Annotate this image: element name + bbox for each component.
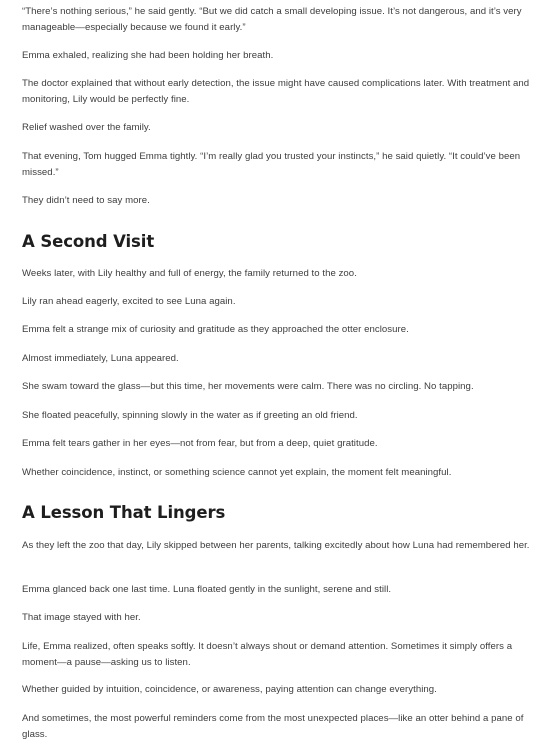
paragraph: Lily ran ahead eagerly, excited to see Luna again. (22, 296, 236, 307)
paragraph: Weeks later, with Lily healthy and full of energy, the family returned to the zoo. (22, 268, 357, 279)
paragraph: Emma glanced back one last time. Luna floated gently in the sunlight, serene and still. (22, 584, 392, 595)
paragraph: Emma felt tears gather in her eyes—not from fear, but from a deep, quiet gratitude. (22, 438, 378, 449)
paragraph: Whether guided by intuition, coincidence, or awareness, paying attention can change everything. (22, 684, 437, 695)
paragraph: Emma felt a strange mix of curiosity and gratitude as they approached the otter enclosure. (22, 324, 409, 335)
paragraph: The doctor explained that without early detection, the issue might have caused complications later. With treatment and monitoring, Lily would be perfectly fine. (22, 78, 530, 105)
paragraph: And sometimes, the most powerful reminders come from the most unexpected places—like an otter behind a pane of glass. (22, 713, 524, 740)
paragraph: “There’s nothing serious,” he said gently. “But we did catch a small developing issue. It’s not dangerous, and it’s very manageable—especially because we found it early.” (22, 6, 522, 33)
paragraph: They didn’t need to say more. (22, 195, 150, 206)
section-heading-lesson-that-lingers: A Lesson That Lingers (22, 503, 226, 522)
paragraph: That evening, Tom hugged Emma tightly. “I’m really glad you trusted your instincts,” he said quietly. “It could’ve been missed.” (22, 151, 521, 178)
section-heading-second-visit: A Second Visit (22, 232, 155, 251)
paragraph: She swam toward the glass—but this time, her movements were calm. There was no circling. No tapping. (22, 381, 474, 392)
paragraph: Life, Emma realized, often speaks softly. It doesn’t always shout or demand attention. Sometimes it simply offers a moment—a pause—asking us to listen. (22, 641, 513, 668)
paragraph: She floated peacefully, spinning slowly in the water as if greeting an old friend. (22, 410, 358, 421)
paragraph: Emma exhaled, realizing she had been holding her breath. (22, 50, 274, 61)
paragraph: Whether coincidence, instinct, or something science cannot yet explain, the moment felt meaningful. (22, 467, 452, 478)
paragraph: Relief washed over the family. (22, 122, 151, 133)
paragraph: Almost immediately, Luna appeared. (22, 353, 179, 364)
paragraph: As they left the zoo that day, Lily skipped between her parents, talking excitedly about how Luna had remembered her. (22, 540, 530, 551)
paragraph: That image stayed with her. (22, 612, 141, 623)
